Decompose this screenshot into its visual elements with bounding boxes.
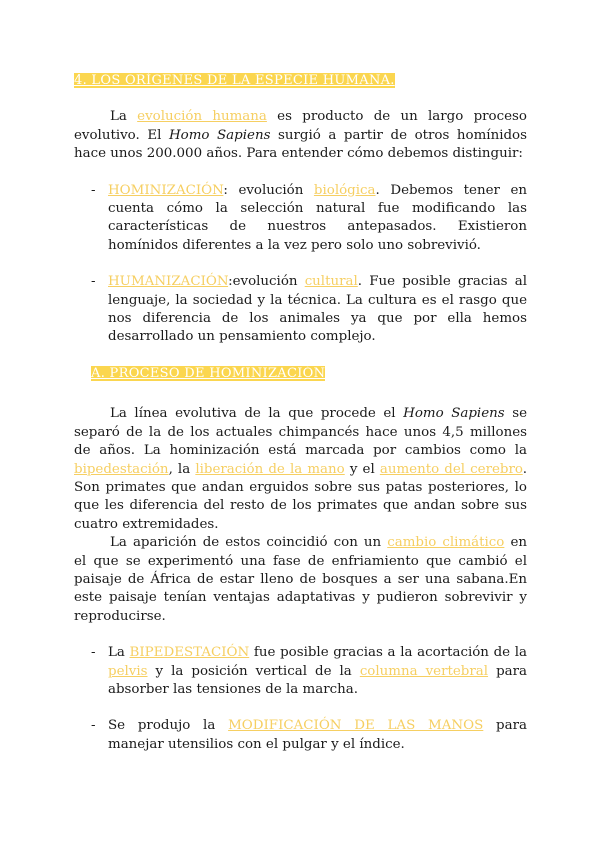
dash-bullet: - [91, 718, 96, 734]
link-columna-vertebral[interactable]: columna vertebral [359, 663, 489, 679]
link-liberacion-mano[interactable]: liberación de la mano [195, 461, 345, 477]
text-run: La [108, 645, 130, 661]
text-run: es producto de un largo proceso evolutivo. El [74, 109, 527, 143]
italic-term: Homo Sapiens [168, 127, 271, 143]
hominization-paragraph [74, 405, 527, 534]
link-evolucion-humana[interactable]: evolución humana [137, 109, 267, 125]
evolution-types-list [74, 182, 527, 347]
text-run: para absorber las tensiones de la marcha. [108, 663, 528, 697]
link-modificacion-manos[interactable]: MODIFICACIÓN DE LAS MANOS [228, 718, 484, 734]
dash-bullet: - [91, 274, 96, 290]
link-bipedestacion[interactable]: bipedestación [74, 461, 169, 477]
list-item-manos [74, 717, 527, 754]
text-run: y el [344, 461, 380, 477]
text-run: para manejar utensilios con el pulgar y el índice. [108, 718, 527, 752]
text-run: se separó de la de los actuales chimpancés hace unos 4,5 millones de años. La hominización está marcada por cambios como la [74, 406, 527, 459]
document-body [74, 72, 527, 754]
list-item-hominizacion [74, 182, 527, 256]
text-run: . Debemos tener en cuenta cómo la selección natural fue modificando las características de nuestros antepasados. Existieron homínidos diferentes a la vez pero solo uno sobrevivió. [108, 182, 528, 253]
text-run: La línea evolutiva de la que procede el [110, 406, 404, 422]
text-run: , la [168, 461, 196, 477]
text-run: fue posible gracias a la acortación de la [249, 645, 527, 661]
chapter-heading [74, 72, 527, 90]
text-run: :evolución [228, 274, 305, 290]
text-run: y la posición vertical de la [147, 663, 360, 679]
link-bipedestacion-term[interactable]: BIPEDESTACIÓN [129, 645, 250, 661]
list-item-bipedestacion [74, 644, 527, 699]
climate-paragraph [74, 534, 527, 626]
link-cultural[interactable]: cultural [304, 274, 358, 290]
link-hominizacion[interactable]: HOMINIZACIÓN [108, 182, 224, 198]
text-run: surgió a partir de otros homínidos hace unos 200.000 años. Para entender cómo debemos distinguir: [74, 127, 527, 162]
chapter-heading-text: 4. LOS ORÍGENES DE LA ESPECIE HUMANA. [74, 73, 395, 88]
text-run: . Fue posible gracias al lenguaje, la sociedad y la técnica. La cultura es el rasgo que nos diferencia de los animales ya que por ella hemos desarrollado un pensamiento complejo. [108, 274, 527, 345]
link-aumento-cerebro[interactable]: aumento del cerebro [379, 461, 523, 477]
italic-term: Homo Sapiens [403, 406, 505, 422]
text-run: . Son primates que andan erguidos sobre sus patas posteriores, lo que les diferencia del resto de los primates que andan sobre sus cuatro extremidades. [74, 461, 527, 532]
text-run: : evolución [223, 182, 314, 198]
list-item-humanizacion [74, 273, 527, 347]
adaptations-list [74, 644, 527, 754]
text-run: La aparición de estos coincidió con un [110, 535, 388, 551]
text-run: en el que se experimentó una fase de enfriamiento que cambió el paisaje de África de estar lleno de bosques a ser una sabana.En este paisaje tenían ventajas adaptativas y pudieron sobrevivir y reproducirse. [74, 535, 527, 624]
link-pelvis[interactable]: pelvis [108, 663, 148, 679]
text-run: La [110, 109, 138, 125]
intro-paragraph [74, 108, 527, 163]
text-run: Se produjo la [108, 718, 229, 734]
link-cambio-climatico[interactable]: cambio climático [387, 535, 505, 551]
link-biologica[interactable]: biológica [313, 182, 376, 198]
section-heading-a [91, 365, 527, 383]
section-heading-a-text: A. PROCESO DE HOMINIZACIÓN [91, 365, 326, 381]
link-humanizacion[interactable]: HUMANIZACIÓN [108, 274, 229, 290]
dash-bullet: - [91, 645, 96, 661]
dash-bullet: - [91, 182, 96, 198]
